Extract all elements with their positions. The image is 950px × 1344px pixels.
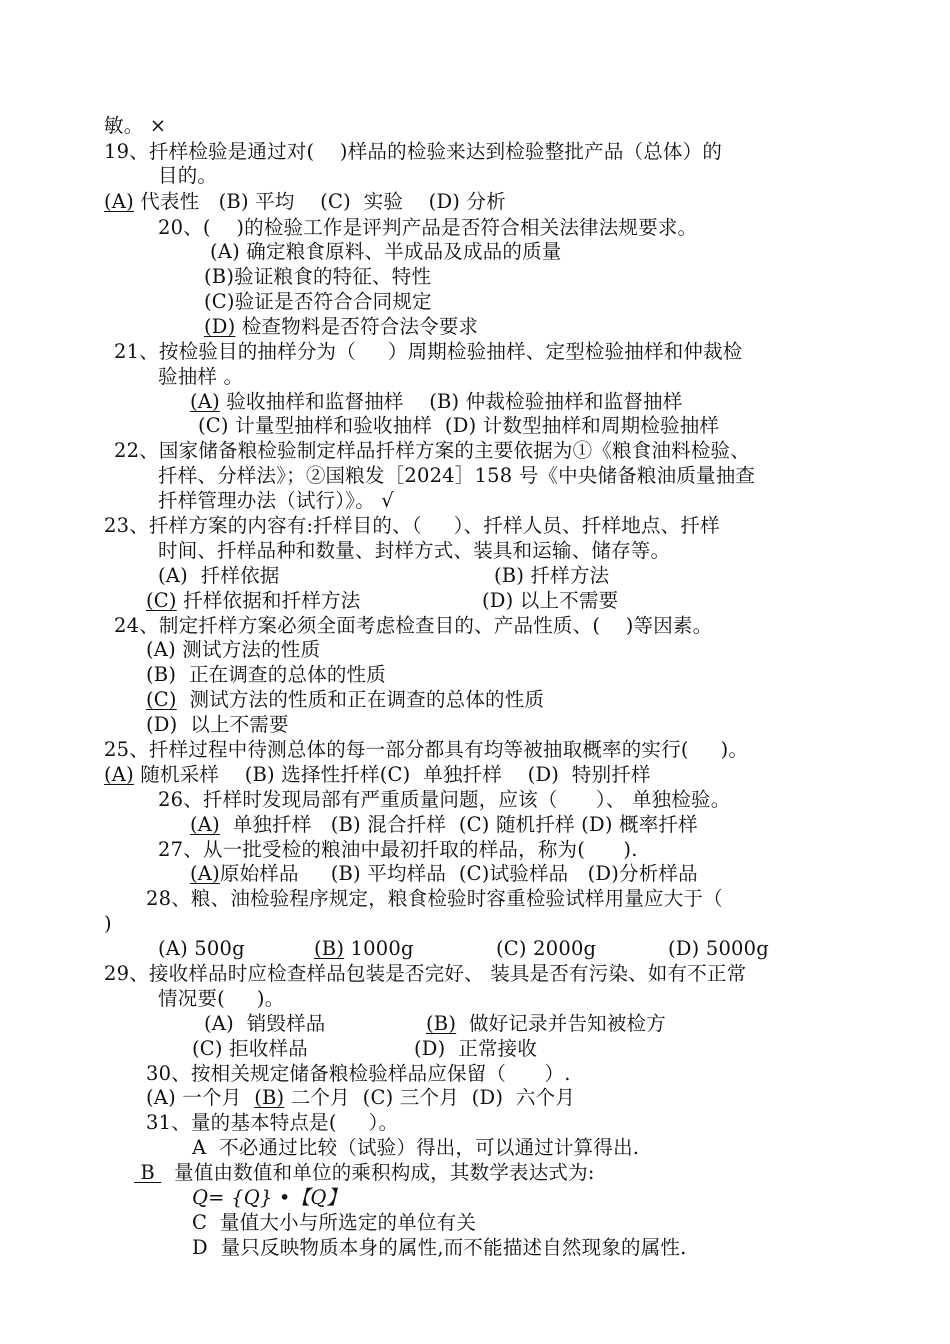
option-line: C 量值大小与所选定的单位有关 [192,1211,477,1234]
answer-mark: (D) [204,315,236,338]
option-line: D 量只反映物质本身的属性,而不能描述自然现象的属性. [192,1236,687,1259]
question-27: 27、从一批受检的粮油中最初扦取的样品，称为( ). [158,838,638,861]
option-line: (C)验证是否符合合同规定 [204,290,432,313]
question-20: 20、( )的检验工作是评判产品是否符合相关法律法规要求。 [158,216,698,239]
option-line: (B)验证粮食的特征、特性 [204,265,432,288]
answer-mark: (A) [190,862,220,885]
option-line: (A) 扦样依据 [158,564,280,587]
text-line: 目的。 [158,164,218,187]
answer-mark: (C) [146,589,177,612]
option-line [204,315,478,339]
option-text: 原始样品 (B) 平均样品 (C)试验样品 (D)分析样品 [219,862,698,885]
option-line [134,1161,595,1185]
question-25: 25、扦样过程中待测总体的每一部分都具有均等被抽取概率的实行( )。 [104,738,749,761]
question-31: 31、量的基本特点是( ）。 [146,1111,399,1134]
question-26: 26、扦样时发现局部有严重质量问题，应该（ ）、 单独检验。 [158,788,731,811]
question-22: 22、国家储备粮检验制定样品扦样方案的主要依据为①《粮食油料检验、 [114,439,750,462]
answer-mark: B [134,1161,162,1184]
options-21b: (C) 计量型抽样和验收抽样 (D) 计数型抽样和周期检验抽样 [198,414,720,437]
answer-mark: (A) [190,813,220,836]
options-21 [190,390,682,414]
option-line: (A) 销毁样品 [204,1012,326,1035]
answer-mark: (A) [190,390,220,413]
option-line: (B) 扦样方法 [494,564,610,587]
option-text: 测试方法的性质和正在调查的总体的性质 [176,688,545,711]
option-line: (D) 以上不需要 [146,713,289,736]
question-29: 29、接收样品时应检查样品包装是否完好、 装具是否有污染、如有不正常 [104,962,747,985]
option-text: 代表性 (B) 平均 (C) 实验 (D) 分析 [133,190,506,213]
option-text: 1000g [344,937,414,960]
options-26 [190,813,698,837]
text-line: 验抽样 。 [158,365,244,388]
text-line: 敏。 × [104,114,167,137]
option-text: 量值由数值和单位的乘积构成，其数学表达式为: [161,1161,595,1184]
answer-mark: (B) [426,1012,457,1035]
option-text: 验收抽样和监督抽样 (B) 仲裁检验抽样和监督抽样 [219,390,683,413]
text-line: 情况要( )。 [158,987,285,1010]
text-line: 扦样管理办法（试行）》。 √ [158,489,394,512]
option-text: 检查物料是否符合法令要求 [235,315,479,338]
option-line: (A) 测试方法的性质 [146,638,321,661]
text-line: 时间、扦样品种和数量、封样方式、装具和运输、储存等。 [158,539,671,562]
option-text: 二个月 (C) 三个月 (D) 六个月 [284,1086,576,1109]
options-27 [190,862,698,886]
answer-mark: (A) [104,763,134,786]
question-19: 19、扦样检验是通过对( )样品的检验来达到检验整批产品（总体）的 [104,140,723,163]
formula: Q= {Q} •【Q】 [192,1186,347,1209]
option-line: (D) 5000g [668,937,769,960]
options-25 [104,763,651,787]
option-line: (A) 确定粮食原料、半成品及成品的质量 [210,240,562,263]
options-30 [146,1086,575,1110]
option-text: (A) 一个月 [146,1086,255,1109]
option-line: A 不必通过比较（试验）得出，可以通过计算得出. [192,1136,640,1159]
question-21: 21、按检验目的抽样分为（ ）周期检验抽样、定型检验抽样和仲裁检 [114,340,743,363]
answer-mark: (C) [146,688,177,711]
question-24: 24、制定扦样方案必须全面考虑检查目的、产品性质、( )等因素。 [114,614,713,637]
text-line: ) [104,912,112,935]
answer-mark: (A) [104,190,134,213]
options-19 [104,190,506,214]
option-line: (C) 2000g [496,937,597,960]
option-text: 随机采样 (B) 选择性扦样(C) 单独扦样 (D) 特别扦样 [133,763,651,786]
option-line: (B) 正在调查的总体的性质 [146,663,386,686]
option-line: (D) 正常接收 [414,1037,538,1060]
text-line: 扦样、分样法》；②国粮发［2024］158 号《中央储备粮油质量抽查 [158,464,756,487]
question-23: 23、扦样方案的内容有:扦样目的、（ ）、扦样人员、扦样地点、扦样 [104,514,720,537]
option-line: (D) 以上不需要 [482,589,619,612]
option-text: 做好记录并告知被检方 [456,1012,666,1035]
option-line [314,937,414,961]
option-line [146,688,544,712]
option-line: (A) 500g [158,937,245,960]
question-30: 30、按相关规定储备粮检验样品应保留（ ）. [146,1062,571,1085]
answer-mark: (B) [314,937,345,960]
option-text: 单独扦样 (B) 混合扦样 (C) 随机扦样 (D) 概率扦样 [219,813,698,836]
option-line: (C) 拒收样品 [192,1037,308,1060]
answer-mark: (B) [254,1086,285,1109]
option-line [146,589,360,613]
option-line [426,1012,666,1036]
question-28: 28、粮、油检验程序规定，粮食检验时容重检验试样用量应大于（ [146,887,723,910]
option-text: 扦样依据和扦样方法 [176,589,361,612]
